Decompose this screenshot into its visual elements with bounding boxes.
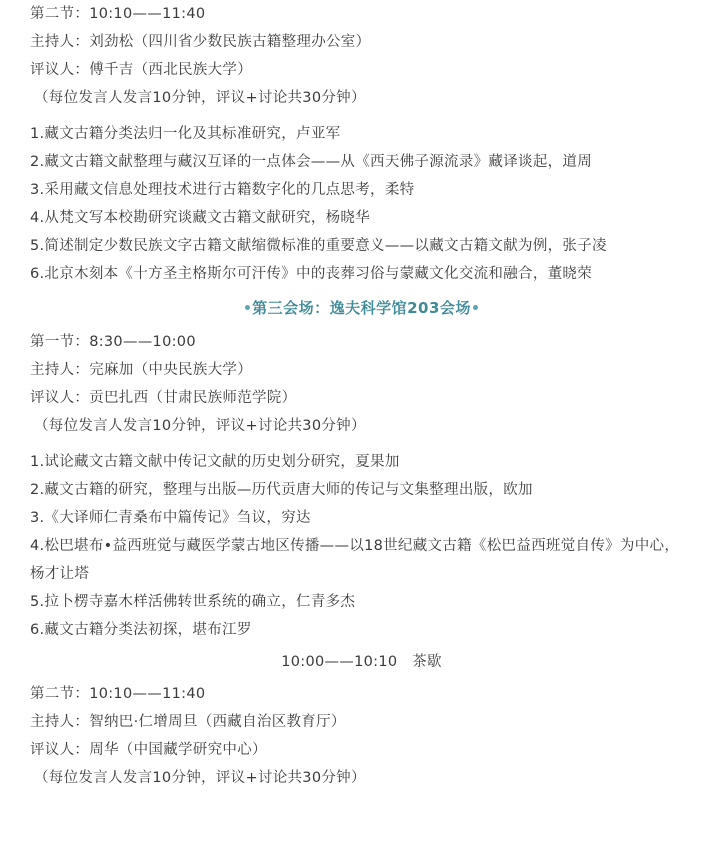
bullet-dot-icon bbox=[473, 305, 478, 310]
session-host: 主持人：完麻加（中央民族大学） bbox=[30, 362, 252, 378]
session-reviewer: 评议人：傅千吉（西北民族大学） bbox=[30, 62, 252, 78]
session-host: 主持人：刘劲松（四川省少数民族古籍整理办公室） bbox=[30, 34, 371, 50]
venue-title: 第三会场：逸夫科学馆203会场 bbox=[252, 299, 471, 317]
tea-break: 10:00——10:10 茶歇 bbox=[281, 654, 442, 670]
talk-item: 3.采用藏文信息处理技术进行古籍数字化的几点思考，柔特 bbox=[30, 182, 415, 198]
talk-item: 5.拉卜楞寺嘉木样活佛转世系统的确立，仁青多杰 bbox=[30, 594, 356, 610]
talk-item: 4.松巴堪布•益西班觉与藏医学蒙古地区传播——以18世纪藏文古籍《松巴益西班觉自传》为中心，杨才让塔 bbox=[30, 538, 680, 582]
session-reviewer: 评议人：贡巴扎西（甘肃民族师范学院） bbox=[30, 390, 297, 406]
talk-item: 5.简述制定少数民族文字古籍文献缩微标准的重要意义——以藏文古籍文献为例，张子凌 bbox=[30, 238, 607, 254]
session-host: 主持人：智纳巴·仁增周旦（西藏自治区教育厅） bbox=[30, 714, 346, 730]
session-time: 第一节：8:30——10:00 bbox=[30, 334, 196, 350]
talk-item: 2.藏文古籍的研究，整理与出版—历代贡唐大师的传记与文集整理出版，欧加 bbox=[30, 482, 533, 498]
talk-item: 1.试论藏文古籍文献中传记文献的历史划分研究，夏果加 bbox=[30, 454, 400, 470]
session-note: （每位发言人发言10分钟，评议+讨论共30分钟） bbox=[34, 418, 366, 434]
talk-item: 2.藏文古籍文献整理与藏汉互译的一点体会——从《西天佛子源流录》藏译谈起，道周 bbox=[30, 154, 593, 170]
venue-heading bbox=[30, 294, 693, 322]
talk-item: 3.《大译师仁青桑布中篇传记》刍议，穷达 bbox=[30, 510, 311, 526]
talk-item: 4.从梵文写本校勘研究谈藏文古籍文献研究，杨晓华 bbox=[30, 210, 371, 226]
session-time: 第二节：10:10——11:40 bbox=[30, 686, 206, 702]
session-note: （每位发言人发言10分钟，评议+讨论共30分钟） bbox=[34, 90, 366, 106]
talk-item: 6.藏文古籍分类法初探，堪布江罗 bbox=[30, 622, 252, 638]
talk-item: 6.北京木刻本《十方圣主格斯尔可汗传》中的丧葬习俗与蒙藏文化交流和融合，董晓荣 bbox=[30, 266, 593, 282]
talk-item: 1.藏文古籍分类法归一化及其标准研究，卢亚军 bbox=[30, 126, 341, 142]
session-time: 第二节：10:10——11:40 bbox=[30, 6, 206, 22]
bullet-dot-icon bbox=[245, 305, 250, 310]
session-note: （每位发言人发言10分钟，评议+讨论共30分钟） bbox=[34, 770, 366, 786]
session-reviewer: 评议人：周华（中国藏学研究中心） bbox=[30, 742, 267, 758]
